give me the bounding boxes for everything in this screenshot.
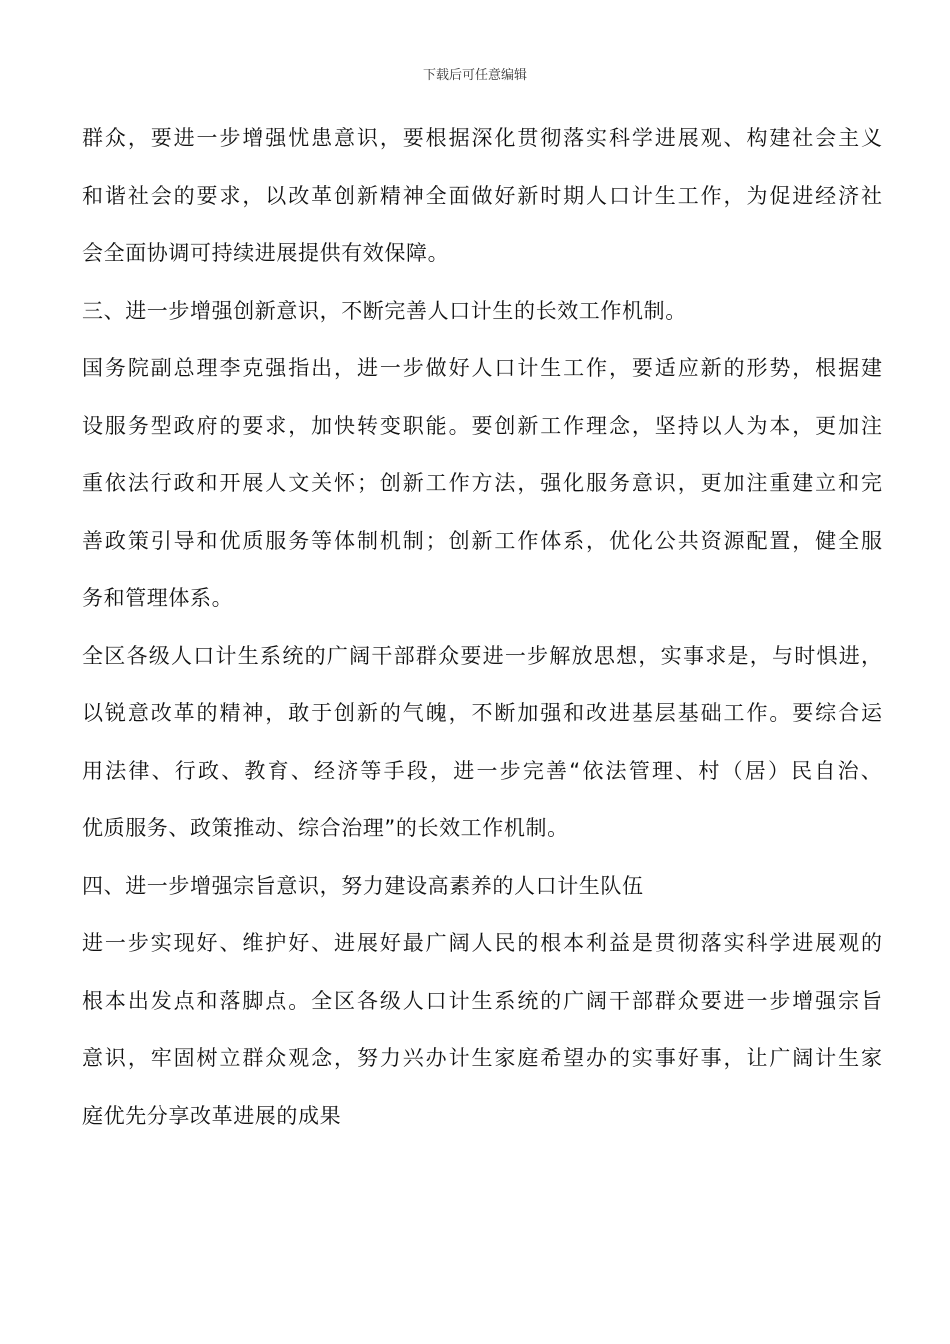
paragraph-line: 优质服务、政策推动、综合治理”的长效工作机制。 [82,816,569,840]
paragraph-line: 会全面协调可持续进展提供有效保障。 [82,241,450,265]
paragraph-line: 根本出发点和落脚点。全区各级人口计生系统的广阔干部群众要进一步增强宗旨 [82,988,882,1013]
page-header: 下载后可任意编辑 [422,68,527,83]
paragraph-line: 全区各级人口计生系统的广阔干部群众要进一步解放思想，实事求是，与时惧进， [82,643,882,668]
paragraph-line: 群众，要进一步增强忧患意识，要根据深化贯彻落实科学进展观、构建社会主义 [82,126,882,150]
paragraph-line: 以锐意改革的精神，敢于创新的气魄，不断加强和改进基层基础工作。要综合运 [82,701,882,725]
paragraph-line: 用法律、行政、教育、经济等手段，进一步完善“依法管理、村（居）民自治、 [82,758,882,783]
paragraph-line: 国务院副总理李克强指出，进一步做好人口计生工作，要适应新的形势，根据建 [82,356,882,380]
paragraph-line: 设服务型政府的要求，加快转变职能。要创新工作理念，坚持以人为本，更加注 [82,413,882,438]
paragraph-line: 进一步实现好、维护好、进展好最广阔人民的根本利益是贯彻落实科学进展观的 [82,931,882,955]
paragraph-line: 庭优先分享改革进展的成果 [82,1103,342,1128]
section-heading: 三、进一步增强创新意识，不断完善人口计生的长效工作机制。 [82,298,687,323]
paragraph-line: 务和管理体系。 [82,586,234,610]
document-body [82,110,882,1145]
paragraph-line: 善政策引导和优质服务等体制机制；创新工作体系，优化公共资源配置，健全服 [82,528,882,553]
paragraph-line: 意识，牢固树立群众观念，努力兴办计生家庭希望办的实事好事，让广阔计生家 [82,1046,882,1070]
section-heading: 四、进一步增强宗旨意识，努力建设高素养的人口计生队伍 [82,873,644,898]
paragraph-line: 重依法行政和开展人文关怀；创新工作方法，强化服务意识，更加注重建立和完 [82,471,882,495]
paragraph-line: 和谐社会的要求，以改革创新精神全面做好新时期人口计生工作，为促进经济社 [82,183,882,208]
